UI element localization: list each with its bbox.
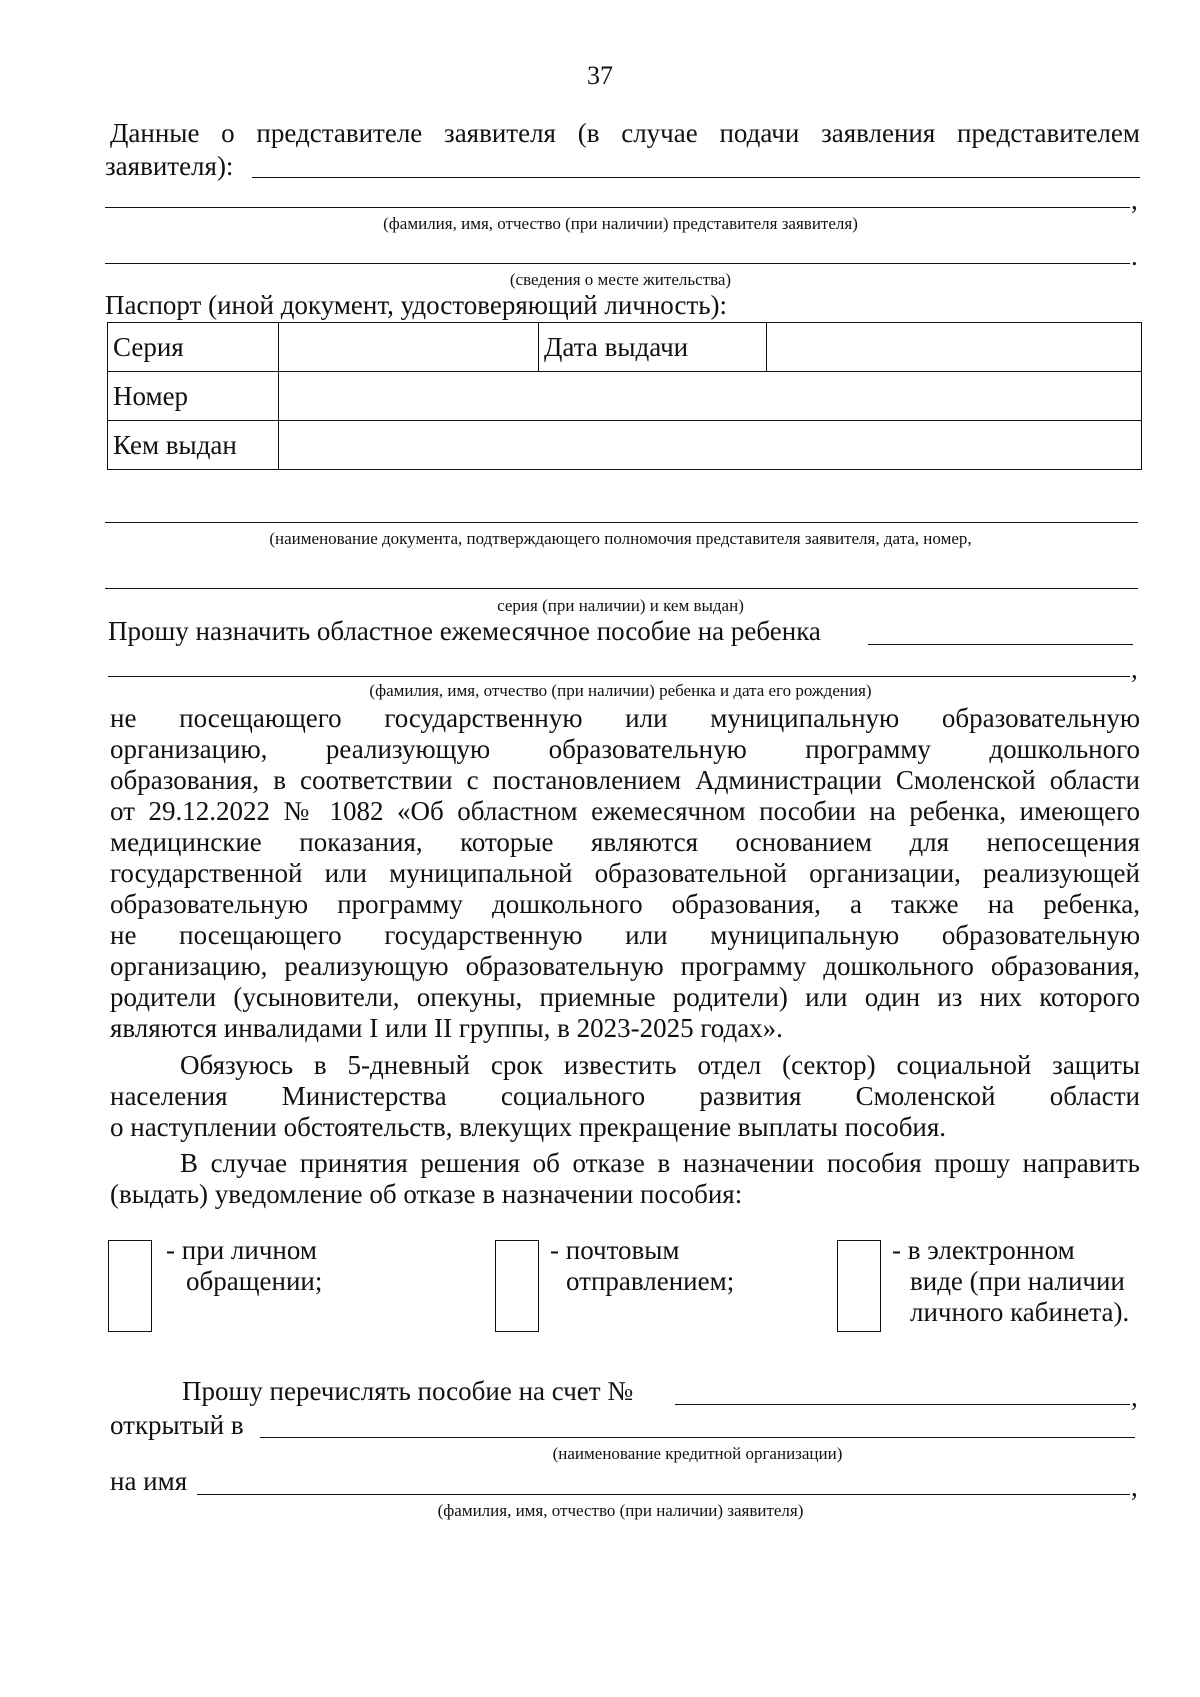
obligation-line-3: о наступлении обстоятельств, влекущих прекращение выплаты пособия. <box>110 1112 947 1142</box>
option-electronic-line-1: - в электронном <box>892 1235 1075 1265</box>
applicant-name-comma: , <box>1131 1472 1138 1502</box>
residence-fill-line[interactable] <box>105 263 1130 264</box>
obligation-line-2: населения Министерства социального развития Смоленской области <box>110 1081 1140 1111</box>
option-personal-line-2: обращении; <box>186 1266 323 1296</box>
account-label: Прошу перечислять пособие на счет № <box>182 1376 634 1406</box>
option-postal-line-1: - почтовым <box>550 1235 680 1265</box>
issue-date-value-cell[interactable] <box>767 323 1142 372</box>
body-line-4: от 29.12.2022 № 1082 «Об областном ежемесячном пособии на ребенка, имеющего <box>110 796 1140 826</box>
applicant-caption: (фамилия, имя, отчество (при наличии) заявителя) <box>437 1501 804 1520</box>
checkbox-personal[interactable] <box>108 1240 152 1332</box>
page-number: 37 <box>587 61 613 90</box>
passport-row-issued-by <box>108 421 1142 470</box>
request-line: Прошу назначить областное ежемесячное пособие на ребенка <box>108 616 821 646</box>
number-value-cell[interactable] <box>279 372 1142 421</box>
representative-fio-caption: (фамилия, имя, отчество (при наличии) представителя заявителя) <box>383 214 858 233</box>
representative-fio-fill-line[interactable] <box>105 207 1130 208</box>
applicant-name-fill-line[interactable] <box>197 1494 1130 1495</box>
series-label: Серия <box>108 323 279 372</box>
representative-fio-comma: , <box>1131 185 1138 215</box>
representative-intro-line: Данные о представителе заявителя (в случае подачи заявления представителем <box>110 118 1140 148</box>
residence-period: . <box>1131 241 1138 271</box>
option-personal-line-1: - при личном <box>166 1235 317 1265</box>
checkbox-postal[interactable] <box>495 1240 539 1332</box>
body-line-5: медицинские показания, которые являются основанием для непосещения <box>110 827 1140 857</box>
series-value-cell[interactable] <box>279 323 539 372</box>
name-label: на имя <box>110 1466 188 1496</box>
refusal-line-1: В случае принятия решения об отказе в назначении пособия прошу направить <box>180 1148 1140 1178</box>
bank-caption: (наименование кредитной организации) <box>552 1444 843 1463</box>
opened-in-label: открытый в <box>110 1410 244 1440</box>
authority-doc-fill-line-1[interactable] <box>105 522 1138 523</box>
body-line-3: образования, в соответствии с постановлением Администрации Смоленской области <box>110 765 1140 795</box>
issue-date-label: Дата выдачи <box>539 323 767 372</box>
representative-fill-line-1[interactable] <box>252 177 1140 178</box>
bank-fill-line[interactable] <box>260 1437 1135 1438</box>
body-line-10: родители (усыновители, опекуны, приемные родители) или один из них которого <box>110 982 1140 1012</box>
body-line-6: государственной или муниципальной образовательной организации, реализующей <box>110 858 1140 888</box>
body-line-1: не посещающего государственную или муниципальную образовательную <box>110 703 1140 733</box>
body-line-8: не посещающего государственную или муниципальную образовательную <box>110 920 1140 950</box>
residence-caption: (сведения о месте жительства) <box>509 270 732 289</box>
issued-by-value-cell[interactable] <box>279 421 1142 470</box>
body-line-11: являются инвалидами I или II группы, в 2023-2025 годах». <box>110 1013 783 1043</box>
body-line-9: организацию, реализующую образовательную программу дошкольного образования, <box>110 951 1140 981</box>
passport-table <box>107 322 1142 470</box>
issued-by-label: Кем выдан <box>108 421 279 470</box>
number-label: Номер <box>108 372 279 421</box>
child-comma: , <box>1131 654 1138 684</box>
account-comma: , <box>1131 1382 1138 1412</box>
passport-row-number <box>108 372 1142 421</box>
option-electronic-line-3: личного кабинета). <box>910 1297 1130 1327</box>
option-postal-line-2: отправлением; <box>566 1266 735 1296</box>
body-line-7: образовательную программу дошкольного образования, а также на ребенка, <box>110 889 1140 919</box>
authority-doc-caption-1: (наименование документа, подтверждающего полномочия представителя заявителя, дата, номер, <box>269 529 972 548</box>
passport-heading: Паспорт (иной документ, удостоверяющий личность): <box>105 290 728 320</box>
child-fill-line-2[interactable] <box>108 676 1130 677</box>
obligation-line-1: Обязуюсь в 5-дневный срок известить отдел (сектор) социальной защиты <box>180 1050 1140 1080</box>
authority-doc-fill-line-2[interactable] <box>105 588 1138 589</box>
child-fill-line-1[interactable] <box>868 644 1133 645</box>
checkbox-electronic[interactable] <box>837 1240 881 1332</box>
account-fill-line[interactable] <box>675 1404 1130 1405</box>
representative-intro-label: заявителя): <box>105 151 234 181</box>
child-caption: (фамилия, имя, отчество (при наличии) ребенка и дата его рождения) <box>369 681 872 700</box>
passport-row-series <box>108 323 1142 372</box>
body-line-2: организацию, реализующую образовательную программу дошкольного <box>110 734 1140 764</box>
authority-doc-caption-2: серия (при наличии) и кем выдан) <box>497 596 744 615</box>
refusal-line-2: (выдать) уведомление об отказе в назначении пособия: <box>110 1179 743 1209</box>
option-electronic-line-2: виде (при наличии <box>910 1266 1125 1296</box>
